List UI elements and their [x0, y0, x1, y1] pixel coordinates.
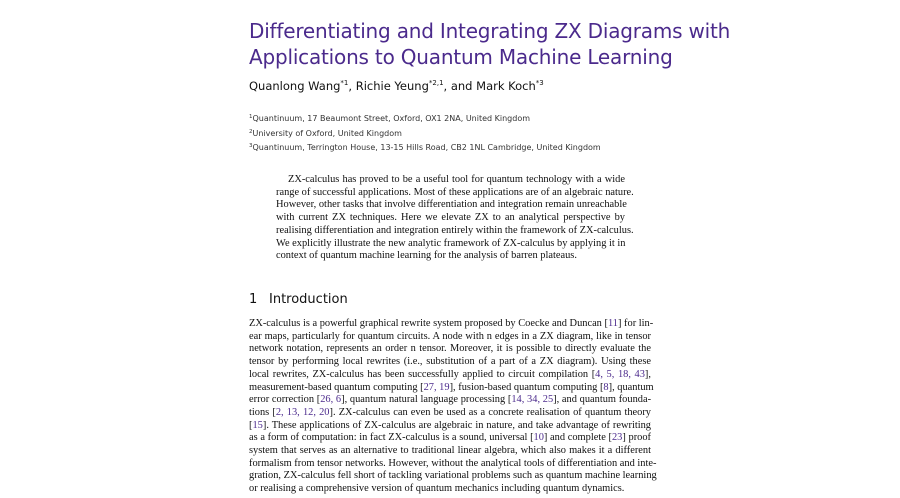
- author-affil-marker: *3: [535, 79, 544, 87]
- author-name: Mark Koch: [476, 79, 536, 93]
- body-line: tensor by performing local rewrites (i.e., substitution of a part of a ZX diagram). Using these: [249, 356, 651, 368]
- citation-link[interactable]: 27, 19: [423, 381, 450, 393]
- body-line: or realising a comprehensive version of quantum mechanics including quantum dynamics.: [249, 483, 625, 495]
- citation-link[interactable]: 11: [607, 318, 618, 329]
- affiliation: [249, 140, 601, 155]
- section-heading: [249, 292, 348, 307]
- abstract-line: context of quantum machine learning for the analysis of barren plateaus.: [276, 250, 577, 262]
- citation-link[interactable]: 8: [603, 381, 609, 393]
- body-line: ear maps, particularly for quantum circuits. A node with n edges in a ZX diagram, like in tensor: [249, 330, 651, 342]
- title-line-2: Applications to Quantum Machine Learning: [249, 45, 673, 69]
- introduction-body: [249, 318, 657, 496]
- author-name: Richie Yeung: [355, 79, 429, 93]
- affiliation-text: Quantinuum, 17 Beaumont Street, Oxford, OX1 2NA, United Kingdom: [252, 114, 531, 123]
- abstract-line: with current ZX techniques. Here we elevate ZX to an analytical perspective by: [276, 212, 625, 224]
- affiliation-number: 2: [249, 128, 253, 135]
- paper-title: [249, 18, 731, 70]
- body-line: measurement-based quantum computing [27, 19], fusion-based quantum computing [8], quantum: [249, 381, 654, 393]
- abstract-line: range of successful applications. Most of these applications are of an algebraic nature.: [276, 186, 634, 198]
- abstract-line: realising differentiation and integration entirely within the framework of ZX-calculus.: [276, 224, 634, 236]
- affiliation: [249, 126, 601, 141]
- abstract-line: We explicitly illustrate the new analytic framework of ZX-calculus by applying it in: [276, 237, 626, 249]
- body-line: system that serves as an alternative to traditional linear algebra, which also makes it a different: [249, 445, 651, 457]
- affiliation: [249, 111, 601, 126]
- body-line: [15]. These applications of ZX-calculus are algebraic in nature, and take advantage of rewriting: [249, 419, 651, 431]
- author-affil-marker: *2,1: [428, 79, 444, 87]
- citation-link[interactable]: 4, 5, 18, 43: [595, 368, 645, 380]
- citation-link[interactable]: 2, 13, 12, 20: [275, 406, 330, 418]
- citation-link[interactable]: 26, 6: [320, 394, 342, 406]
- citation-link[interactable]: 10: [533, 432, 544, 444]
- body-line: formalism from tensor networks. However, without the analytical tools of differentiation and inte-: [249, 457, 657, 469]
- affiliation-number: 3: [249, 143, 253, 150]
- citation-link[interactable]: 23: [611, 432, 623, 444]
- body-line: as a form of computation: in fact ZX-calculus is a sound, universal [10] and complete [23] proof: [249, 432, 652, 444]
- affiliation-text: University of Oxford, United Kingdom: [252, 128, 402, 138]
- citation-link[interactable]: 15: [252, 419, 263, 431]
- abstract-line: ZX-calculus has proved to be a useful tool for quantum technology with a wide: [288, 174, 625, 185]
- affiliation-number: 1: [249, 114, 253, 120]
- author-affil-marker: *1: [340, 79, 349, 87]
- affiliation-text: Quantinuum, Terrington House, 13-15 Hills Road, CB2 1NL Cambridge, United Kingdom: [252, 143, 601, 153]
- section-title: Introduction: [269, 292, 348, 307]
- body-line: local rewrites, ZX-calculus has been successfully applied to circuit compilation [4, 5, 18, 43],: [249, 368, 651, 380]
- body-line: gration, ZX-calculus fell short of tackling variational problems such as quantum machine learning: [249, 470, 657, 482]
- citation-link[interactable]: 14, 34, 25: [511, 394, 554, 406]
- body-line: error correction [26, 6], quantum natural language processing [14, 34, 25], and quantum founda-: [249, 394, 652, 406]
- author-separator: ,: [348, 79, 356, 93]
- section-number: 1: [249, 292, 258, 307]
- body-line: network notation, represents an order n tensor. Moreover, it is possible to directly evaluate the: [249, 343, 651, 355]
- body-line: ZX-calculus is a powerful graphical rewrite system proposed by Coecke and Duncan [11] for lin-: [249, 318, 654, 329]
- affiliation-list: [249, 111, 601, 155]
- body-line: tions [2, 13, 12, 20]. ZX-calculus can even be used as a concrete realisation of quantum theory: [249, 406, 651, 418]
- abstract: [276, 174, 634, 263]
- abstract-line: However, other tasks that involve differentiation and integration remain unreachable: [276, 199, 627, 211]
- author-list: [249, 79, 544, 93]
- title-line-1: Differentiating and Integrating ZX Diagrams with: [249, 19, 731, 43]
- author-name: Quanlong Wang: [249, 79, 341, 93]
- author-separator: , and: [443, 79, 477, 93]
